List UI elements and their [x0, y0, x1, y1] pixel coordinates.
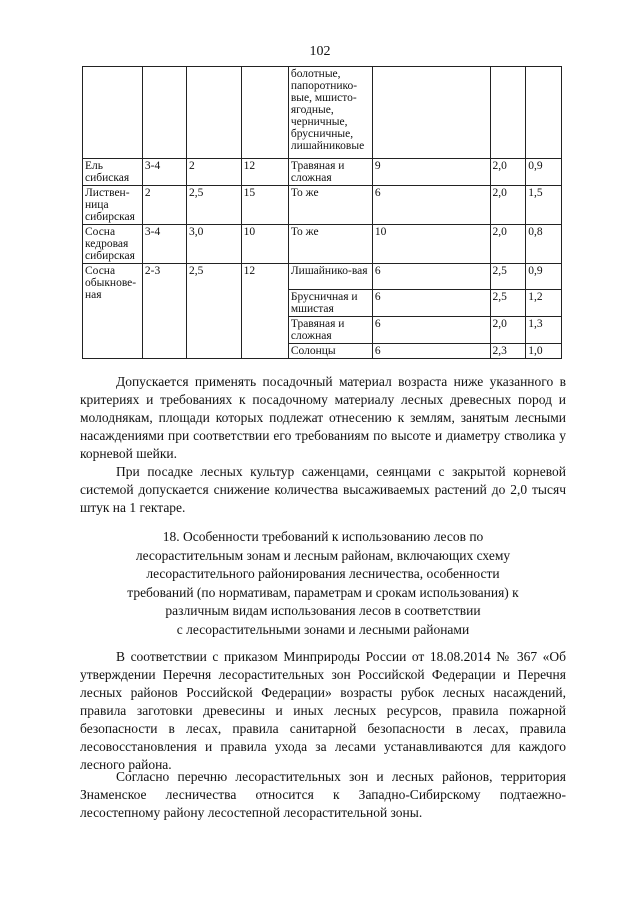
table-row: Травяная и сложная 6 2,0 1,3 — [83, 317, 562, 344]
paragraph-seedlings: При посадке лесных культур саженцами, сеянцами с закрытой корневой системой допускается снижение количества высаживаемых растений до 2,0 тысяч штук на 1 гектаре. — [80, 464, 566, 515]
section-heading — [80, 528, 566, 639]
table-row: Ель сибиская 3-4 2 12 Травяная и сложная 9 2,0 0,9 — [83, 159, 562, 186]
heading-line: лесорастительного районирования лесничества, особенности — [146, 566, 500, 581]
heading-line: лесорастительным зонам и лесным районам, включающих схему — [135, 547, 511, 563]
table-cell-forest-type: То же — [288, 225, 372, 264]
table-row — [83, 67, 562, 159]
table-row: Брусничная и мшистая 6 2,5 1,2 — [83, 290, 562, 317]
heading-line: с лесорастительными зонами и лесными районами — [176, 621, 470, 637]
table-cell-forest-type: Травяная и сложная — [288, 159, 372, 186]
table-cell-forest-type: Лишайнико-вая — [288, 264, 372, 290]
table-cell-forest-type: Травяная и сложная — [288, 317, 372, 344]
heading-line: требований (по нормативам, параметрам и срокам использования) к — [127, 584, 519, 600]
table-cell-species: Сосна кедровая сибирская — [83, 225, 143, 264]
paragraph-order: В соответствии с приказом Минприроды России от 18.08.2014 № 367 «Об утверждении Перечня лесорастительных зон Российской Федерации и Перечня лесных районов Российской Федерации» возрасты рубок лесных насаждений, правила заготовки древесины и иных лесных ресурсов, правила пожарной безопасности в лесах, правила санитарной безопасности в лесах, правила лесовосстановления и правила ухода за лесами устанавливаются для каждого лесного района. — [80, 649, 566, 772]
paragraph-zone: Согласно перечню лесорастительных зон и лесных районов, территория Знаменское лесничества относится к Западно-Сибирскому подтаежно-лесостепному району лесостепной лесорастительной зоны. — [80, 769, 566, 820]
table-row: Сосна кедровая сибирская 3-4 3,0 10 То же 10 2,0 0,8 — [83, 225, 562, 264]
page-number: 102 — [309, 44, 331, 59]
paragraph-planting-material: Допускается применять посадочный материал возраста ниже указанного в критериях и требованиях к посадочному материалу лесных древесных пород и молоднякам, площади которых подлежат отнесению к землям, занятым лесными насаждениями при соответствии его требованиям по высоте и диаметру стволика у корневой шейки. — [80, 374, 566, 461]
table-cell-forest-type: То же — [288, 186, 372, 225]
table-cell-forest-type: Брусничная и мшистая — [288, 290, 372, 317]
planting-standards-table — [82, 66, 562, 359]
table-cell-forest-type: болотные, папоротнико-вые, мшисто-ягодные, черничные, брусничные, лишайниковые — [288, 67, 372, 159]
table-row: Сосна обыкнове-ная 2-3 2,5 12 Лишайнико-вая 6 2,5 0,9 — [83, 264, 562, 290]
table-cell-forest-type: Солонцы — [288, 344, 372, 359]
table-row: Листвен-ница сибирская 2 2,5 15 То же 6 2,0 1,5 — [83, 186, 562, 225]
table-cell-species: Ель сибиская — [83, 159, 143, 186]
heading-line: 18. Особенности требований к использованию лесов по — [162, 529, 484, 544]
heading-line: различным видам использования лесов в соответствии — [165, 603, 481, 618]
table-cell-species: Сосна обыкнове-ная — [83, 264, 143, 359]
table-cell-species: Листвен-ница сибирская — [83, 186, 143, 225]
table-row: Солонцы 6 2,3 1,0 — [83, 344, 562, 359]
